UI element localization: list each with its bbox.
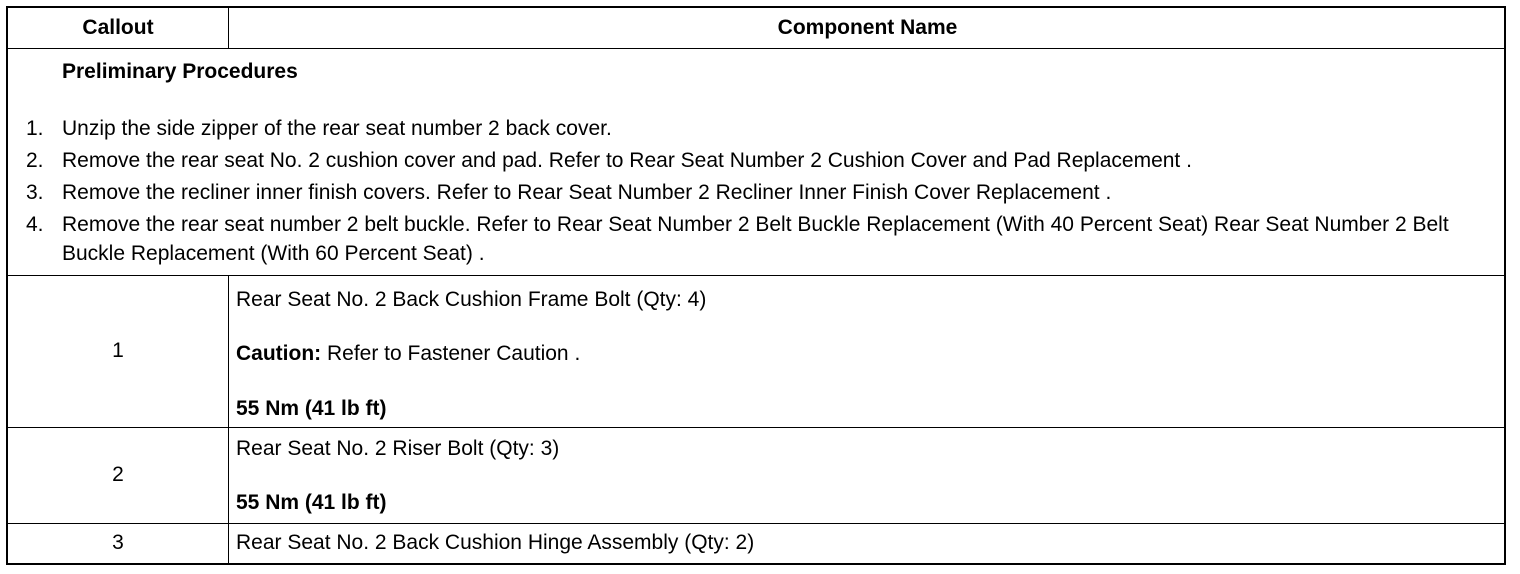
step-item [8,178,1506,207]
component-name: Rear Seat No. 2 Back Cushion Hinge Assembly (Qty: 2) [236,531,755,554]
row3-divider [228,523,229,563]
step-text: Unzip the side zipper of the rear seat number 2 back cover. [62,117,612,140]
component-name: Rear Seat No. 2 Riser Bolt (Qty: 3) [236,437,560,460]
row1-divider [228,275,229,427]
step-item [8,146,1506,175]
component-table [6,6,1506,565]
header-rule [8,48,1504,49]
caution-text: Refer to Fastener Caution . [321,342,581,365]
torque-spec: 55 Nm (41 lb ft) [236,491,387,514]
header-component-name: Component Name [777,16,958,39]
caution-label: Caution: [236,342,322,365]
step-number: 1. [26,117,44,140]
preliminary-title: Preliminary Procedures [62,60,298,83]
component-cell-2 [236,427,1496,523]
step-number: 3. [26,181,44,204]
torque-spec: 55 Nm (41 lb ft) [236,397,387,420]
step-number: 2. [26,149,44,172]
component-cell-1 [236,275,1496,427]
header-callout: Callout [82,16,154,39]
preliminary-steps [8,114,1506,271]
step-text: Remove the rear seat No. 2 cushion cover and pad. Refer to Rear Seat Number 2 Cushion Cover and Pad Replacement . [62,149,1192,172]
component-cell-3 [236,523,1496,563]
callout-1: 1 [112,339,124,362]
step-item [8,114,1506,143]
step-text: Remove the recliner inner finish covers. Refer to Rear Seat Number 2 Recliner Inner Finish Cover Replacement . [62,181,1112,204]
header-divider [228,8,229,48]
step-number: 4. [26,213,44,236]
callout-2: 2 [112,463,124,486]
step-text: Remove the rear seat number 2 belt buckle. Refer to Rear Seat Number 2 Belt Buckle Replacement (With 40 Percent Seat) Rear Seat Number 2 Belt Buckle Replacement (With 60 Percent Seat) . [62,213,1449,265]
callout-3: 3 [112,531,124,554]
caution-note [236,342,580,366]
step-item [8,210,1506,268]
row2-divider [228,427,229,523]
component-name: Rear Seat No. 2 Back Cushion Frame Bolt (Qty: 4) [236,288,707,311]
